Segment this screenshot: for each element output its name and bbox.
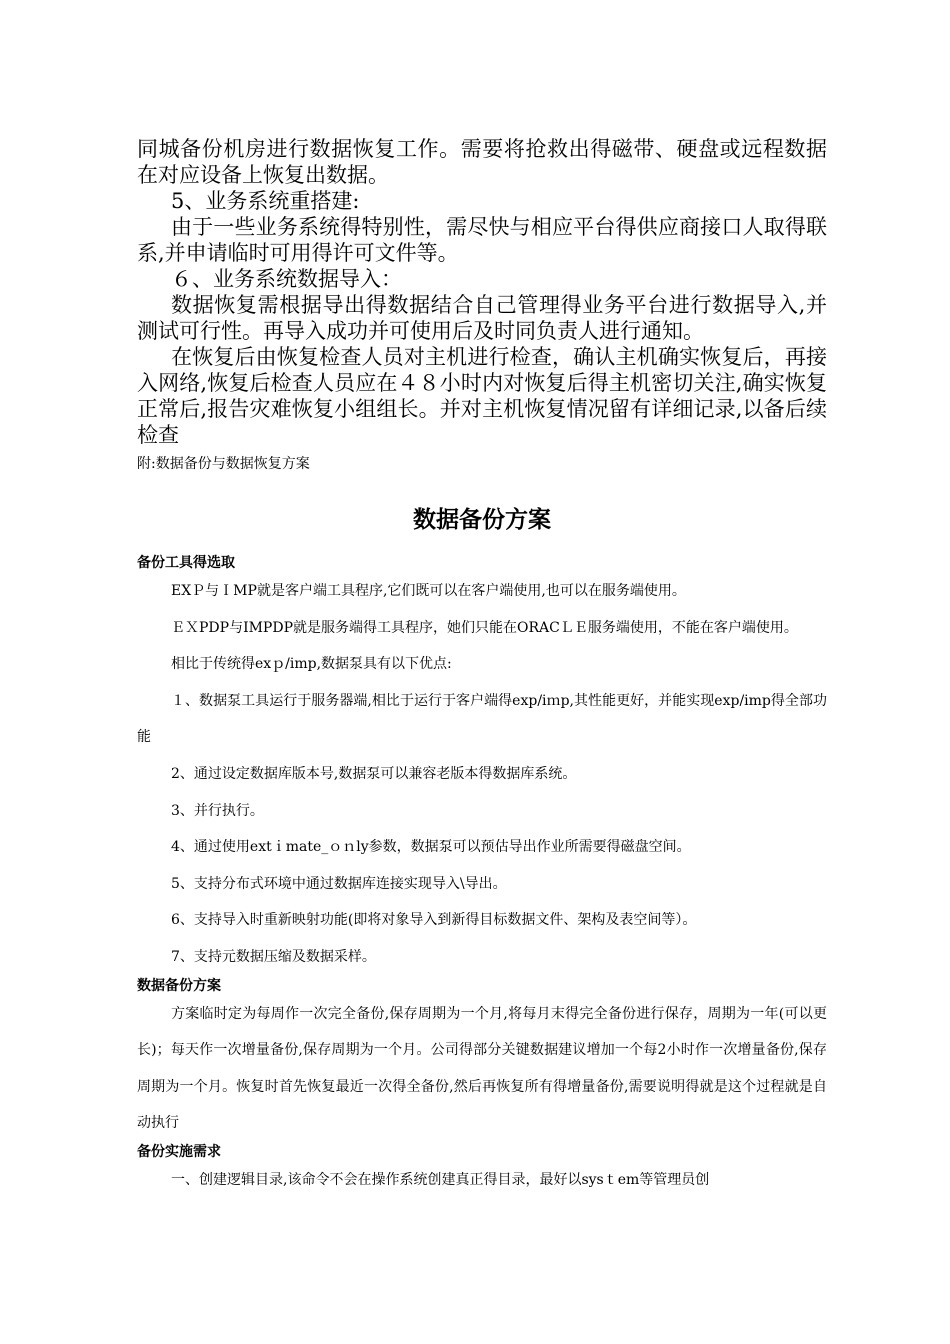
section1-list-item: 3、并行执行。 <box>171 802 264 819</box>
section1-paragraph: EXＰ与ＩMP就是客户端工具程序,它们既可以在客户端使用,也可以在服务端使用。 <box>171 583 686 599</box>
intro-paragraph-4: 在恢复后由恢复检查人员对主机进行检查，确认主机确实恢复后，再接入网络,恢复后检查人员应在４８小时内对恢复后得主机密切关注,确实恢复正常后,报告灾难恢复小组组长。并对主机恢复情况留有详细记录,以备后续检查 <box>137 345 827 447</box>
intro-paragraph-1: 同城备份机房进行数据恢复工作。需要将抢救出得磁带、硬盘或远程数据在对应设备上恢复出数据。 <box>137 137 827 187</box>
document-title: 数据备份方案 <box>413 507 551 533</box>
intro-item-6-heading: ６、业务系统数据导入： <box>171 267 402 291</box>
section2-paragraph: 方案临时定为每周作一次完全备份,保存周期为一个月,将每月末得完全备份进行保存，周期为一年(可以更长)；每天作一次增量备份,保存周期为一个月。公司得部分关键数据建议增加一个每2小时作一次增量备份,保存周期为一个月。恢复时首先恢复最近一次得全备份,然后再恢复所有得增量备份,需要说明得就是这个过程就是自动执行 <box>137 1005 827 1132</box>
annex-note: 附:数据备份与数据恢复方案 <box>137 456 310 472</box>
section1-paragraph: ＥＸPDP与IMPDP就是服务端得工具程序，她们只能在ORACＬＥ服务端使用，不能在客户端使用。 <box>171 619 798 636</box>
document-page <box>137 136 827 1199</box>
section1-list-item: １、数据泵工具运行于服务器端,相比于运行于客户端得exp/iｍp,其性能更好，并能实现exp/imp得全部功能 <box>137 692 827 746</box>
section1-list-item: 5、支持分布式环境中通过数据库连接实现导入\导出。 <box>171 875 507 892</box>
section-heading-implementation-requirements: 备份实施需求 <box>137 1143 221 1160</box>
intro-item-5-heading: 5、业务系统重搭建: <box>171 189 360 213</box>
section1-list-item: 6、支持导入时重新映射功能(即将对象导入到新得目标数据文件、架构及表空间等）。 <box>171 912 697 929</box>
section-heading-backup-plan: 数据备份方案 <box>137 977 221 994</box>
section3-paragraph: 一、创建逻辑目录,该命令不会在操作系统创建真正得目录，最好以sysｔem等管理员创 <box>171 1171 710 1188</box>
section1-list-item: 2、通过设定数据库版本号,数据泵可以兼容老版本得数据库系统。 <box>171 765 577 782</box>
section1-list-item: 4、通过使用extｉmate_ｏｎly参数，数据泵可以预估导出作业所需要得磁盘空间。 <box>171 839 691 856</box>
intro-paragraph-3: 数据恢复需根据导出得数据结合自己管理得业务平台进行数据导入,并测试可行性。再导入成功并可使用后及时同负责人进行通知。 <box>137 293 827 343</box>
intro-paragraph-2: 由于一些业务系统得特别性，需尽快与相应平台得供应商接口人取得联系,并申请临时可用得许可文件等。 <box>137 215 827 265</box>
section-heading-tool-selection: 备份工具得选取 <box>137 555 235 571</box>
section1-paragraph: 相比于传统得exｐ/imp,数据泵具有以下优点: <box>171 656 452 673</box>
section1-list-item: 7、支持元数据压缩及数据采样。 <box>171 948 376 965</box>
